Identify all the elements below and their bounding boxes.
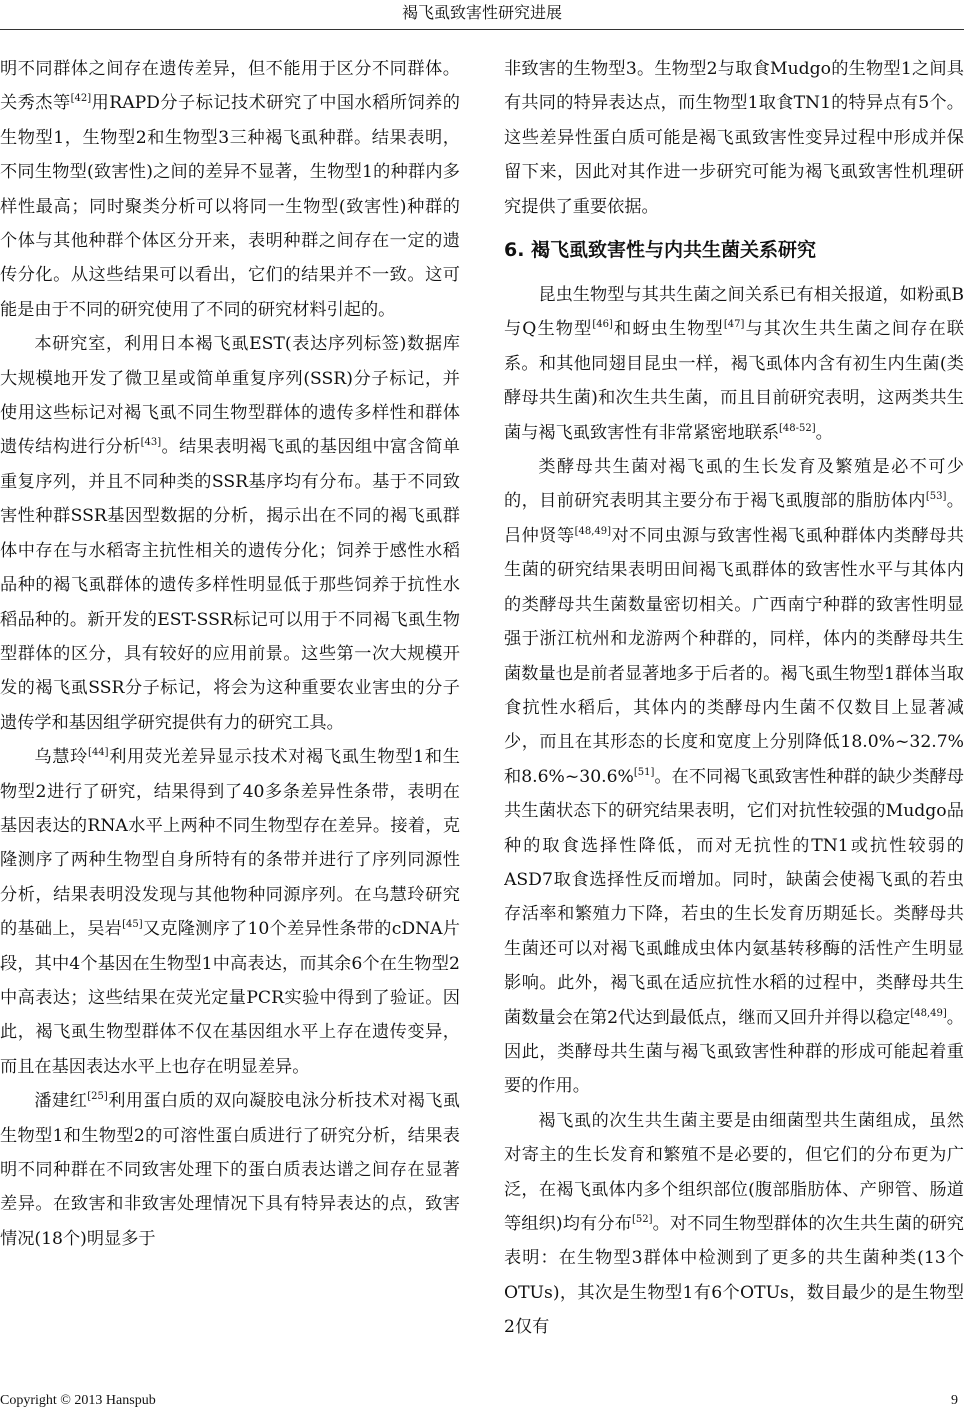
right-column	[504, 52, 964, 1382]
paragraph: 类酵母共生菌对褐飞虱的生长发育及繁殖是必不可少的，目前研究表明其主要分布于褐飞虱腹部的脂肪体内[53]。吕仲贤等[48,49]对不同虫源与致害性褐飞虱种群体内类酵母共生菌的研究结果表明田间褐飞虱群体的致害性水平与其体内的类酵母共生菌数量密切相关。广西南宁种群的致害性明显强于浙江杭州和龙游两个种群的，同样，体内的类酵母共生菌数量也是前者显著地多于后者的。褐飞虱生物型1群体当取食抗性水稻后，其体内的类酵母内生菌不仅数目上显著减少，而且在其形态的长度和宽度上分别降低18.0%~32.7%和8.6%~30.6%[51]。在不同褐飞虱致害性种群的缺少类酵母共生菌状态下的研究结果表明，它们对抗性较强的Mudgo品种的取食选择性降低，而对无抗性的TN1或抗性较弱的ASD7取食选择性反而增加。同时，缺菌会使褐飞虱的若虫存活率和繁殖力下降，若虫的生长发育历期延长。类酵母共生菌还可以对褐飞虱雌成虫体内氨基转移酶的活性产生明显影响。此外，褐飞虱在适应抗性水稻的过程中，类酵母共生菌数量会在第2代达到最低点，继而又回升并得以稳定[48,49]。因此，类酵母共生菌与褐飞虱致害性种群的形成可能起着重要的作用。	[504, 457, 964, 1097]
paragraph: 乌慧玲[44]利用荧光差异显示技术对褐飞虱生物型1和生物型2进行了研究，结果得到了40多条差异性条带，表明在基因表达的RNA水平上两种不同生物型存在差异。接着，克隆测序了两种生物型自身所特有的条带并进行了序列同源性分析，结果表明没发现与其他物种同源序列。在乌慧玲研究的基础上，吴岩[45]又克隆测序了10个差异性条带的cDNA片段，其中4个基因在生物型1中高表达，而其余6个在生物型2中高表达；这些结果在荧光定量PCR实验中得到了验证。因此，褐飞虱生物型群体不仅在基因组水平上存在遗传变异，而且在基因表达水平上也存在明显差异。	[0, 747, 460, 1077]
citation-ref: [42]	[70, 93, 92, 105]
copyright-notice: Copyright © 2013 Hanspub	[0, 1393, 156, 1408]
citation-ref: [44]	[88, 747, 109, 759]
citation-ref: [53]	[925, 491, 947, 503]
citation-ref: [52]	[631, 1214, 653, 1225]
citation-ref: [48,49]	[574, 525, 612, 537]
citation-ref: [25]	[87, 1091, 108, 1103]
citation-ref: [43]	[140, 437, 162, 449]
paragraph: 本研究室，利用日本褐飞虱EST(表达序列标签)数据库大规模地开发了微卫星或简单重复序列(SSR)分子标记，并使用这些标记对褐飞虱不同生物型群体的遗传多样性和群体遗传结构进行分析[43]。结果表明褐飞虱的基因组中富含简单重复序列，并且不同种类的SSR基序均有分布。基于不同致害性种群SSR基因型数据的分析，揭示出在不同的褐飞虱群体中存在与水稻寄主抗性相关的遗传分化；饲养于感性水稻品种的褐飞虱群体的遗传多样性明显低于那些饲养于抗性水稻品种的。新开发的EST-SSR标记可以用于不同褐飞虱生物型群体的区分，具有较好的应用前景。这些第一次大规模开发的褐飞虱SSR分子标记，将会为这种重要农业害虫的分子遗传学和基因组学研究提供有力的研究工具。	[0, 334, 460, 733]
running-header	[0, 0, 964, 30]
citation-ref: [47]	[723, 319, 745, 331]
citation-ref: [51]	[633, 766, 655, 778]
page-footer	[0, 1390, 964, 1412]
page-number: 9	[951, 1393, 958, 1408]
paragraph: 褐飞虱的次生共生菌主要是由细菌型共生菌组成，虽然对寄主的生长发育和繁殖不是必要的，但它们的分布更为广泛，在褐飞虱体内多个组织部位(腹部脂肪体、产卵管、肠道等组织)均有分布[52]。对不同生物型群体的次生共生菌的研究表明：在生物型3群体中检测到了更多的共生菌种类(13个OTUs)，其次是生物型1有6个OTUs，数目最少的是生物型2仅有	[504, 1110, 964, 1338]
paragraph: 明不同群体之间存在遗传差异，但不能用于区分不同群体。关秀杰等[42]用RAPD分子标记技术研究了中国水稻所饲养的生物型1，生物型2和生物型3三种褐飞虱种群。结果表明，不同生物型(致害性)之间的差异不显著，生物型1的种群内多样性最高；同时聚类分析可以将同一生物型(致害性)种群的个体与其他种群个体区分开来，表明种群之间存在一定的遗传分化。从这些结果可以看出，它们的结果并不一致。这可能是由于不同的研究使用了不同的研究材料引起的。	[0, 59, 460, 320]
running-header-title: 褐飞虱致害性研究进展	[401, 3, 562, 22]
paragraph: 潘建红[25]利用蛋白质的双向凝胶电泳分析技术对褐飞虱生物型1和生物型2的可溶性蛋白质进行了研究分析，结果表明不同种群在不同致害处理下的蛋白质表达谱之间存在显著差异。在致害和非致害处理情况下具有特异表达的点，致害情况(18个)明显多于	[0, 1091, 460, 1249]
citation-ref: [46]	[592, 319, 613, 331]
citation-ref: [45]	[122, 919, 143, 931]
section-heading: 6. 褐飞虱致害性与内共生菌关系研究	[504, 239, 817, 262]
paragraph: 非致害的生物型3。生物型2与取食Mudgo的生物型1之间具有共同的特异表达点，而生物型1取食TN1的特异点有5个。这些差异性蛋白质可能是褐飞虱致害性变异过程中形成并保留下来，因此对其作进一步研究可能为褐飞虱致害性机理研究提供了重要依据。	[504, 59, 964, 217]
citation-ref: [48,49]	[910, 1007, 947, 1019]
citation-ref: [48-52]	[779, 422, 816, 434]
paragraph: 昆虫生物型与其共生菌之间关系已有相关报道，如粉虱B与Q生物型[46]和蚜虫生物型[47]与其次生共生菌之间存在联系。和其他同翅目昆虫一样，褐飞虱体内含有初生内生菌(类酵母共生菌)和次生共生菌，而且目前研究表明，这两类共生菌与褐飞虱致害性有非常紧密地联系[48-52]。	[504, 285, 964, 443]
left-column	[0, 52, 460, 1382]
header-rule	[0, 29, 964, 30]
